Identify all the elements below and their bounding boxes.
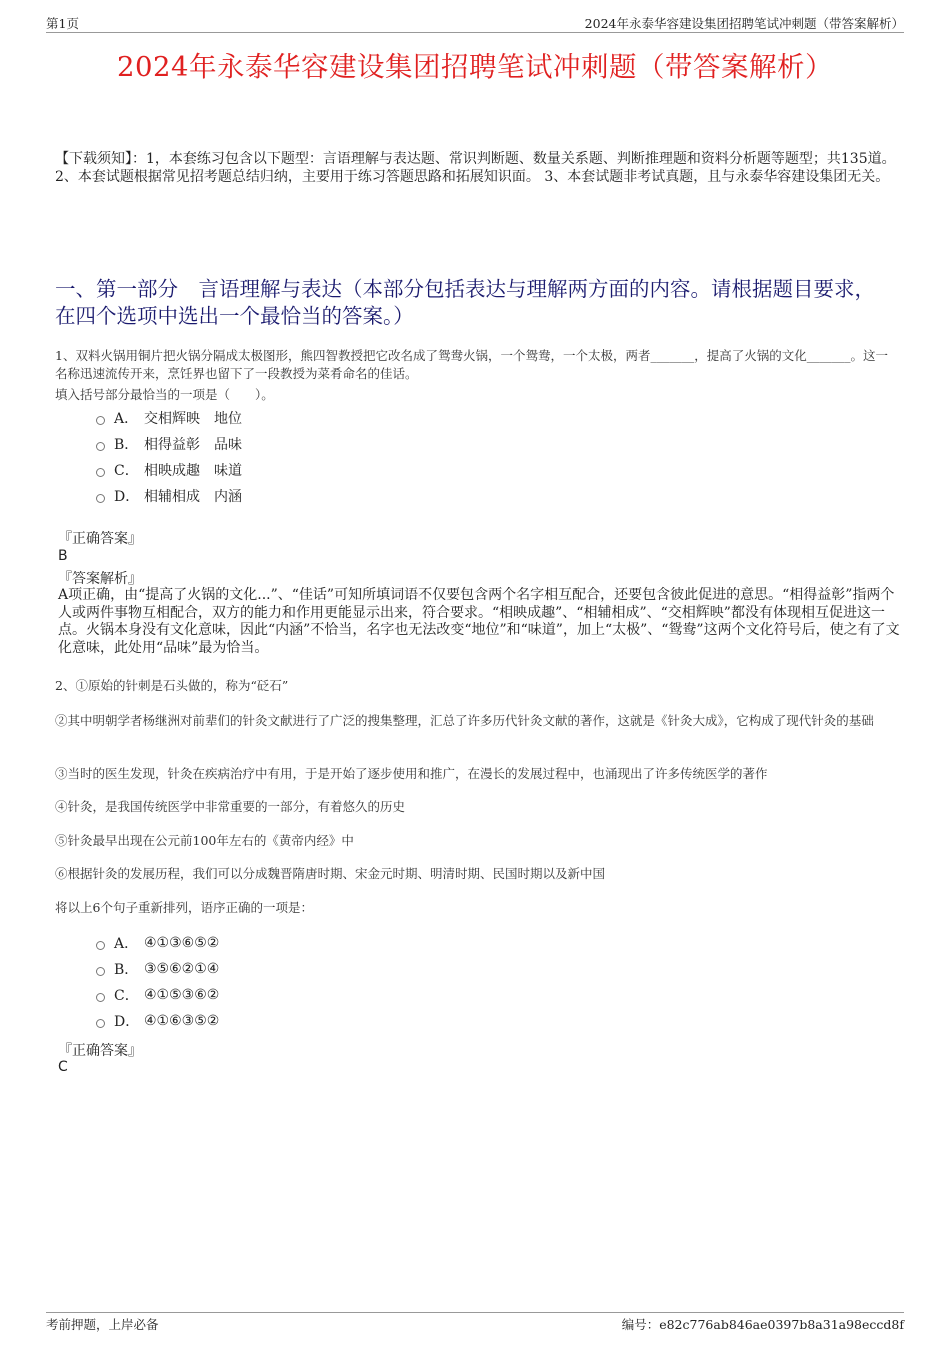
option-text: 相得益彰 品味 [144,437,242,453]
question-2-options [96,930,219,1034]
option-text: 相映成趣 味道 [144,463,242,479]
footer-slogan: 考前押题，上岸必备 [46,1317,159,1332]
option-text: ④①⑤③⑥② [144,987,220,1003]
footer-doc-id: 编号：e82c776ab846ae0397b8a31a98eccd8f [621,1317,904,1332]
radio-icon[interactable] [96,416,105,425]
question-2-sentence-1: 2、①原始的针刺是石头做的，称为“砭石” [55,678,289,693]
question-2-sentence-2: ②其中明朝学者杨继洲对前辈们的针灸文献进行了广泛的搜集整理，汇总了许多历代针灸文献的著作，这就是《针灸大成》，它构成了现代针灸的基础 [55,713,874,728]
question-2-prompt: 将以上6个句子重新排列，语序正确的一项是： [55,900,313,915]
page-header [46,14,904,33]
option-text: 交相辉映 地位 [144,411,242,427]
section-heading: 一、第一部分 言语理解与表达（本部分包括表达与理解两方面的内容。请根据题目要求，在四个选项中选出一个最恰当的答案。） [55,277,875,328]
page-number: 第1页 [46,16,79,31]
question-2-option-b[interactable] [96,956,219,982]
radio-icon[interactable] [96,1019,105,1028]
radio-icon[interactable] [96,494,105,503]
radio-icon[interactable] [96,442,105,451]
question-1-explanation: A项正确，由“提高了火锅的文化...”、“佳话”可知所填词语不仅要包含两个名字相互配合，还要包含彼此促进的意思。“相得益彰”指两个人或两件事物互相配合，双方的能力和作用更能显示出来，符合要求。“相映成趣”、“相辅相成”、“交相辉映”都没有体现相互促进这一点。火锅本身没有文化意味，因此“内涵”不恰当，名字也无法改变“地位”和“味道”，加上“太极”、“鸳鸯”这两个文化符号后，使之有了文化意味，此处用“品味”最为恰当。 [58,587,900,656]
option-letter: C． [114,988,139,1004]
question-1-option-c[interactable] [96,457,242,483]
question-1-options [96,405,242,509]
option-letter: B． [114,437,139,453]
radio-icon[interactable] [96,941,105,950]
radio-icon[interactable] [96,993,105,1002]
option-text: ④①⑥③⑤② [144,1013,220,1029]
question-1-explanation-label: 『答案解析』 [58,571,142,587]
question-2-sentence-6: ⑥根据针灸的发展历程，我们可以分成魏晋隋唐时期、宋金元时期、明清时期、民国时期以及新中国 [55,866,606,881]
option-letter: B． [114,962,139,978]
question-2-sentence-3: ③当时的医生发现，针灸在疾病治疗中有用，于是开始了逐步使用和推广，在漫长的发展过程中，也涌现出了许多传统医学的著作 [55,766,768,781]
option-letter: D． [114,489,140,505]
download-notice: 【下载须知】：1，本套练习包含以下题型：言语理解与表达题、常识判断题、数量关系题、判断推理题和资料分析题等题型；共135道。 2、本套试题根据常见招考题总结归纳，主要用于练习答题思路和拓展知识面。 3、本套试题非考试真题，且与永泰华容建设集团无关。 [55,151,896,185]
question-2-sentence-5: ⑤针灸最早出现在公元前100年左右的《黄帝内经》中 [55,833,354,848]
page-title: 2024年永泰华容建设集团招聘笔试冲刺题（带答案解析） [117,51,833,83]
radio-icon[interactable] [96,967,105,976]
option-letter: D． [114,1014,140,1030]
question-2-option-c[interactable] [96,982,219,1008]
question-1-stem: 1、双料火锅用铜片把火锅分隔成太极图形，熊四智教授把它改名成了鸳鸯火锅，一个鸳鸯，一个太极，两者_______，提高了火锅的文化_______。这一名称迅速流传开来，烹饪界也留下了一段教授为菜肴命名的佳话。 [55,348,888,381]
question-2-answer: C [58,1059,68,1075]
question-1-option-d[interactable] [96,483,242,509]
question-1-prompt: 填入括号部分最恰当的一项是（ ）。 [55,387,274,402]
radio-icon[interactable] [96,468,105,477]
option-text: ③⑤⑥②①④ [144,961,220,977]
question-2-sentence-4: ④针灸，是我国传统医学中非常重要的一部分，有着悠久的历史 [55,799,406,814]
question-1-answer-label: 『正确答案』 [58,531,142,547]
question-2-answer-label: 『正确答案』 [58,1043,142,1059]
option-letter: C． [114,463,139,479]
option-letter: A． [114,411,139,427]
question-2-option-d[interactable] [96,1008,219,1034]
question-1-answer: B [58,548,68,564]
option-text: ④①③⑥⑤② [144,935,220,951]
page-footer [46,1312,904,1332]
question-2-option-a[interactable] [96,930,219,956]
header-doc-title: 2024年永泰华容建设集团招聘笔试冲刺题（带答案解析） [584,16,904,31]
option-letter: A． [114,936,139,952]
question-1-option-a[interactable] [96,405,242,431]
question-1-option-b[interactable] [96,431,242,457]
option-text: 相辅相成 内涵 [144,489,242,505]
